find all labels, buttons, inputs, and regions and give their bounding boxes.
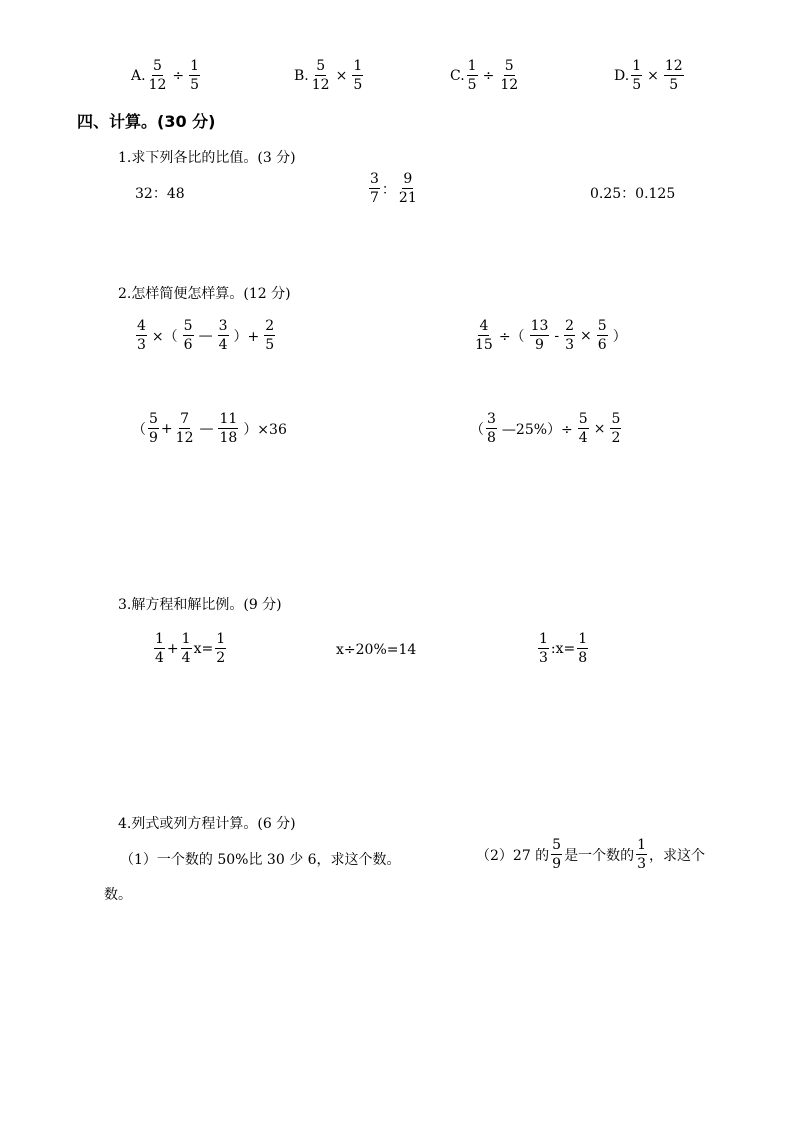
operator: （	[470, 421, 484, 438]
choice-b	[294, 59, 365, 92]
fraction: $\frac{2}{5}$	[265, 318, 275, 353]
fraction: $\frac{1}{5}$	[632, 58, 642, 93]
operator: ×（	[151, 328, 178, 345]
word-problem-1: （1）一个数的 50%比 30 少 6，求这个数。	[120, 852, 401, 868]
fraction: $\frac{1}{2}$	[216, 631, 226, 666]
fraction: $\frac{9}{21}$	[398, 171, 417, 206]
fraction: $\frac{4}{15}$	[475, 318, 493, 353]
fraction: $\frac{5}{6}$	[597, 318, 607, 353]
operator: +	[166, 640, 179, 657]
fraction: $\frac{5}{9}$	[149, 411, 158, 446]
fraction: $\frac{3}{8}$	[487, 411, 496, 446]
fraction: $\frac{2}{3}$	[565, 318, 575, 353]
fraction: $\frac{1}{8}$	[578, 631, 588, 666]
problem-text: （2）27 的	[476, 847, 550, 864]
word-problem-2-tail: 数。	[104, 887, 132, 903]
operator: —25%）÷	[501, 421, 573, 438]
equation-3-2: x÷20%=14	[336, 642, 417, 658]
fraction: $\frac{1}{3}$	[539, 631, 548, 666]
ratio-a: 32：48	[135, 186, 185, 202]
choice-label: C.	[450, 67, 465, 84]
expression-2-4	[470, 412, 623, 445]
fraction: $\frac{3}{4}$	[218, 318, 228, 353]
section-heading: 四、计算。(30 分)	[77, 112, 216, 131]
operator: :x=	[550, 640, 576, 657]
question-2-title: 2.怎样简便怎样算。(12 分)	[118, 286, 291, 302]
problem-text: 是一个数的	[564, 847, 635, 864]
fraction: $\frac{11}{18}$	[219, 411, 238, 446]
operator: —	[198, 327, 213, 344]
operator: -	[554, 327, 560, 344]
fraction: $\frac{5}{4}$	[578, 411, 588, 446]
ratio-separator: ：	[381, 181, 396, 198]
choice-label: B.	[294, 67, 309, 84]
operator: ×	[593, 420, 606, 437]
word-problem-2	[476, 838, 705, 871]
ratio-b	[367, 172, 420, 205]
operator: ×	[580, 327, 592, 344]
operator: —	[199, 420, 214, 437]
question-3-title: 3.解方程和解比例。(9 分)	[118, 597, 282, 613]
operator: ）	[612, 328, 627, 345]
fraction: $\frac{3}{7}$	[370, 171, 379, 206]
problem-text: ，求这个	[649, 847, 706, 864]
fraction: $\frac{1}{5}$	[190, 58, 200, 93]
fraction: $\frac{1}{4}$	[181, 631, 191, 666]
operator: ÷	[482, 67, 495, 84]
fraction: $\frac{1}{5}$	[353, 58, 363, 93]
fraction: $\frac{5}{12}$	[311, 58, 330, 93]
fraction: $\frac{1}{4}$	[155, 631, 164, 666]
question-4-title: 4.列式或列方程计算。(6 分)	[118, 816, 296, 832]
fraction: $\frac{7}{12}$	[175, 411, 194, 446]
fraction: $\frac{1}{3}$	[637, 837, 647, 872]
equation-3-3	[536, 632, 590, 665]
fraction: $\frac{1}{5}$	[467, 58, 477, 93]
operator: +	[160, 420, 173, 437]
operator: ）+	[233, 328, 260, 345]
operator: ×	[335, 67, 348, 84]
operator: ）×36	[243, 421, 287, 438]
fraction: $\frac{12}{5}$	[664, 58, 683, 93]
choice-label: A.	[131, 67, 146, 84]
operator: ÷（	[498, 328, 525, 345]
equation-3-1	[152, 632, 228, 665]
choice-label: D.	[614, 67, 630, 84]
expression-2-1	[134, 319, 277, 352]
choice-d	[614, 59, 686, 92]
operator: （	[132, 421, 146, 438]
operator: ÷	[172, 67, 185, 84]
fraction: $\frac{4}{3}$	[137, 318, 146, 353]
question-1-title: 1.求下列各比的比值。(3 分)	[118, 150, 296, 166]
fraction: $\frac{5}{6}$	[183, 318, 193, 353]
fraction: $\frac{5}{12}$	[148, 58, 167, 93]
expression-2-3	[132, 412, 290, 445]
fraction: $\frac{5}{9}$	[552, 837, 562, 872]
operator: ×	[647, 67, 659, 84]
operator: x=	[193, 640, 214, 657]
choice-a	[131, 59, 202, 92]
fraction: $\frac{13}{9}$	[530, 318, 549, 353]
fraction: $\frac{5}{2}$	[611, 411, 621, 446]
choice-c	[450, 59, 521, 92]
expression-2-2	[472, 319, 630, 352]
ratio-c: 0.25：0.125	[590, 186, 676, 202]
fraction: $\frac{5}{12}$	[500, 58, 519, 93]
